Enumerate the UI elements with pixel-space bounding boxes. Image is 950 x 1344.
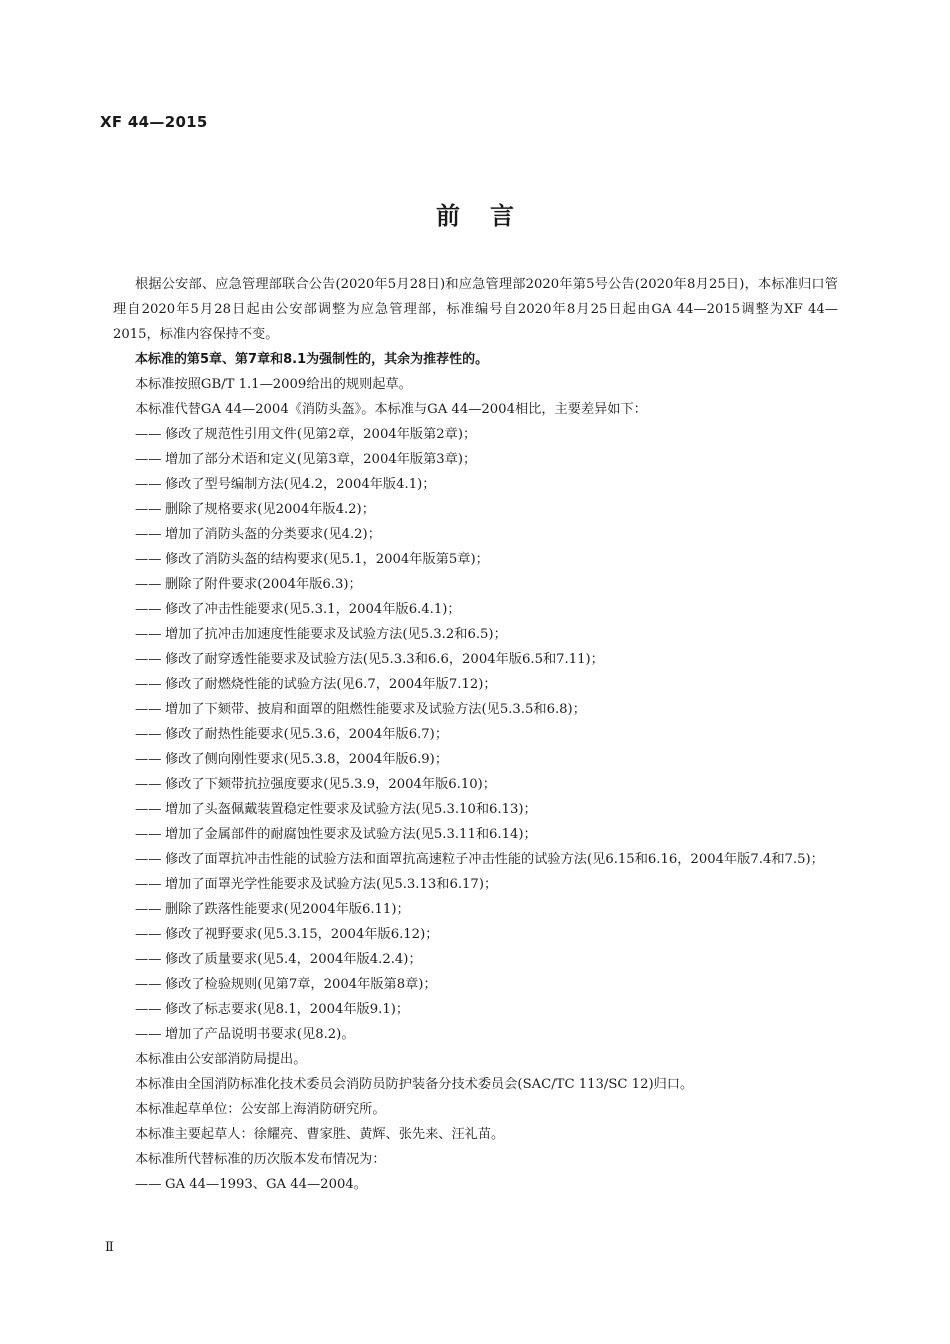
list-item: [113, 897, 838, 922]
dash: ——: [135, 827, 162, 842]
list-item: [113, 947, 838, 972]
list-item: [113, 797, 838, 822]
list-item: [113, 472, 838, 497]
list-item-text: 修改了冲击性能要求(见5.3.1，2004年版6.4.1)；: [165, 602, 461, 617]
dash: ——: [135, 727, 162, 742]
dash: ——: [135, 752, 162, 767]
list-item: [113, 647, 838, 672]
document-body: [113, 272, 838, 1197]
page-title: 前言: [436, 202, 544, 230]
list-item-text: 删除了跌落性能要求(见2004年版6.11)；: [165, 902, 410, 917]
list-item: [113, 872, 838, 897]
dash: ——: [135, 952, 162, 967]
list-item-text: 修改了视野要求(见5.3.15，2004年版6.12)；: [165, 927, 439, 942]
dash: ——: [135, 502, 162, 517]
dash: ——: [135, 1027, 162, 1042]
list-item-text: 修改了耐燃烧性能的试验方法(见6.7，2004年版7.12)；: [165, 677, 497, 692]
list-item: [113, 997, 838, 1022]
list-item-text: 修改了检验规则(见第7章，2004年版第8章)；: [165, 977, 437, 992]
list-item-text: 修改了侧向刚性要求(见5.3.8，2004年版6.9)；: [165, 752, 449, 767]
history-list: [113, 1172, 838, 1197]
list-item-text: 修改了型号编制方法(见4.2，2004年版4.1)；: [165, 477, 436, 492]
list-item-text: 修改了耐热性能要求(见5.3.6，2004年版6.7)；: [165, 727, 449, 742]
list-item-text: 修改了面罩抗冲击性能的试验方法和面罩抗高速粒子冲击性能的试验方法(见6.15和6.16，2004年版7.4和7.5)；: [165, 852, 824, 867]
list-item: [113, 547, 838, 572]
list-item-text: 修改了下颏带抗拉强度要求(见5.3.9，2004年版6.10)；: [165, 777, 496, 792]
list-item-text: 增加了头盔佩戴装置稳定性要求及试验方法(见5.3.10和6.13)；: [165, 802, 537, 817]
dash: ——: [135, 1177, 162, 1192]
list-item-text: 增加了部分术语和定义(见第3章，2004年版第3章)；: [165, 452, 477, 467]
list-item-text: 增加了抗冲击加速度性能要求及试验方法(见5.3.2和6.5)；: [165, 627, 507, 642]
dash: ——: [135, 677, 162, 692]
dash: ——: [135, 452, 162, 467]
dash: ——: [135, 852, 162, 867]
dash: ——: [135, 877, 162, 892]
dash: ——: [135, 902, 162, 917]
list-item: [113, 572, 838, 597]
list-item-text: 修改了消防头盔的结构要求(见5.1，2004年版第5章)；: [165, 552, 489, 567]
list-item: [113, 497, 838, 522]
dash: ——: [135, 477, 162, 492]
list-item: [113, 622, 838, 647]
intro-paragraph: 根据公安部、应急管理部联合公告(2020年5月28日)和应急管理部2020年第5号公告(2020年8月25日)，本标准归口管理自2020年5月28日起由公安部调整为应急管理部，标准编号自2020年8月25日起由GA 44—2015调整为XF 44—2015，标准内容保持不变。: [113, 277, 838, 342]
dash: ——: [135, 927, 162, 942]
list-item: [113, 697, 838, 722]
dash: ——: [135, 627, 162, 642]
list-item-text: 增加了金属部件的耐腐蚀性要求及试验方法(见5.3.11和6.14)；: [165, 827, 537, 842]
changes-list: [113, 422, 838, 1047]
history-paragraph: 本标准所代替标准的历次版本发布情况为：: [135, 1152, 386, 1167]
dash: ——: [135, 977, 162, 992]
page-number: Ⅱ: [105, 1240, 114, 1255]
dash: ——: [135, 427, 162, 442]
rules-paragraph: 本标准按照GB/T 1.1—2009给出的规则起草。: [135, 377, 412, 392]
list-item-text: 修改了质量要求(见5.4，2004年版4.2.4)；: [165, 952, 422, 967]
list-item: [113, 822, 838, 847]
dash: ——: [135, 552, 162, 567]
dash: ——: [135, 577, 162, 592]
list-item: [113, 422, 838, 447]
list-item-text: 修改了规范性引用文件(见第2章，2004年版第2章)；: [165, 427, 477, 442]
list-item-text: 删除了附件要求(2004年版6.3)；: [165, 577, 362, 592]
list-item: [113, 522, 838, 547]
list-item: [113, 747, 838, 772]
dash: ——: [135, 777, 162, 792]
committee-paragraph: 本标准由全国消防标准化技术委员会消防员防护装备分技术委员会(SAC/TC 113/SC 12)归口。: [135, 1077, 694, 1092]
dash: ——: [135, 1002, 162, 1017]
list-item: [113, 722, 838, 747]
list-item-text: 增加了产品说明书要求(见8.2)。: [165, 1027, 355, 1042]
list-item-text: GA 44—1993、GA 44—2004。: [165, 1177, 367, 1192]
dash: ——: [135, 527, 162, 542]
document-code: XF 44—2015: [100, 113, 208, 131]
drafting-unit-paragraph: 本标准起草单位：公安部上海消防研究所。: [135, 1102, 386, 1117]
dash: ——: [135, 652, 162, 667]
list-item-text: 增加了下颏带、披肩和面罩的阻燃性能要求及试验方法(见5.3.5和6.8)；: [165, 702, 586, 717]
list-item-text: 删除了规格要求(见2004年版4.2)；: [165, 502, 375, 517]
list-item: [113, 847, 838, 872]
list-item: [113, 972, 838, 997]
drafters-paragraph: 本标准主要起草人：徐耀亮、曹家胜、黄辉、张先来、汪礼苗。: [135, 1127, 505, 1142]
dash: ——: [135, 602, 162, 617]
list-item: [113, 922, 838, 947]
list-item: [113, 672, 838, 697]
proposer-paragraph: 本标准由公安部消防局提出。: [135, 1052, 307, 1067]
mandatory-paragraph: 本标准的第5章、第7章和8.1为强制性的，其余为推荐性的。: [135, 352, 489, 367]
dash: ——: [135, 702, 162, 717]
dash: ——: [135, 802, 162, 817]
list-item: [113, 772, 838, 797]
list-item-text: 增加了消防头盔的分类要求(见4.2)；: [165, 527, 381, 542]
list-item-text: 增加了面罩光学性能要求及试验方法(见5.3.13和6.17)；: [165, 877, 498, 892]
list-item: [113, 597, 838, 622]
list-item: [113, 1172, 838, 1197]
list-item: [113, 1022, 838, 1047]
list-item-text: 修改了耐穿透性能要求及试验方法(见5.3.3和6.6，2004年版6.5和7.11)；: [165, 652, 604, 667]
list-item: [113, 447, 838, 472]
list-item-text: 修改了标志要求(见8.1，2004年版9.1)；: [165, 1002, 410, 1017]
replace-paragraph: 本标准代替GA 44—2004《消防头盔》。本标准与GA 44—2004相比，主要差异如下：: [135, 402, 647, 417]
